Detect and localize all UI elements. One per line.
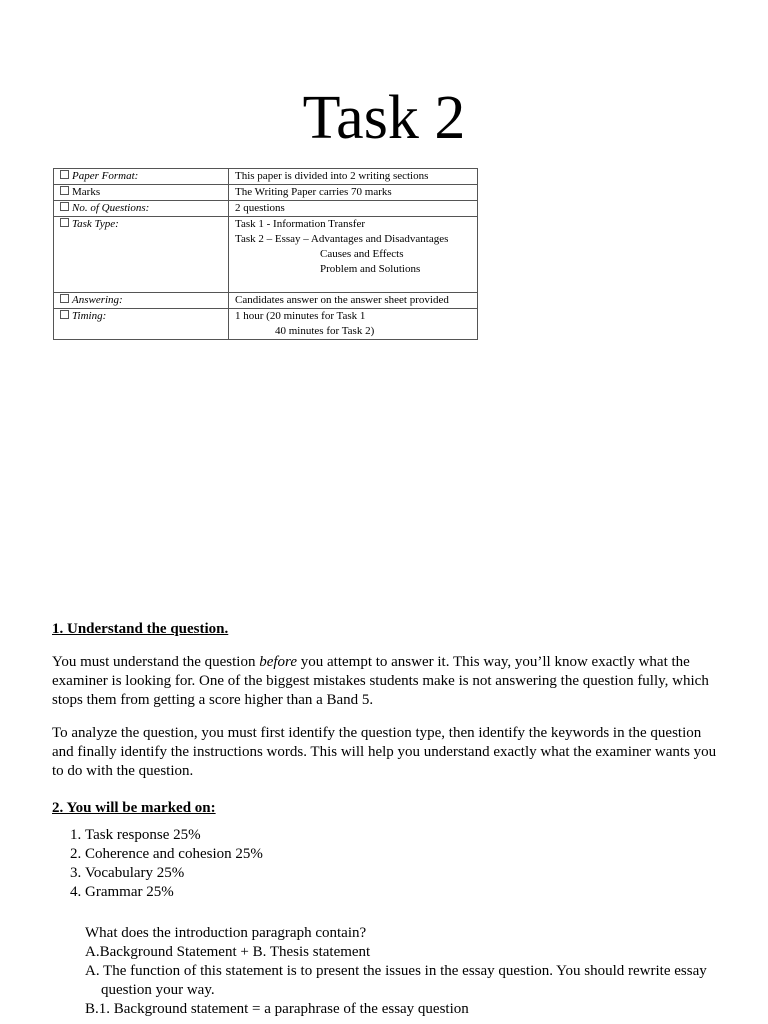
paper-format-table (53, 168, 478, 340)
row-value: The Writing Paper carries 70 marks (235, 186, 392, 198)
paragraph: You must understand the question before you attempt to answer it. This way, you’ll know exactly what the examiner is looking for. One of the biggest mistakes students make is not answering the question fully, which stops them from getting a score higher than a Band 5. (52, 654, 709, 708)
page-title: Task 2 (302, 84, 466, 152)
list-item: 2. Coherence and cohesion 25% (85, 845, 717, 864)
row-label: Paper Format: (72, 170, 139, 182)
section-marking (52, 799, 717, 1019)
row-value: Task 2 – Essay – Advantages and Disadvantages (235, 233, 449, 245)
section-understand (52, 620, 717, 781)
table-row (54, 293, 478, 309)
checkbox-icon (60, 186, 69, 195)
row-label: No. of Questions: (72, 202, 150, 214)
row-value: 1 hour (20 minutes for Task 1 (235, 310, 366, 322)
table-row (54, 169, 478, 185)
intro-question: What does the introduction paragraph contain? (85, 925, 367, 941)
row-label: Marks (72, 186, 101, 198)
table-row (54, 217, 478, 293)
row-value: Causes and Effects (320, 248, 404, 260)
section-heading: 1. Understand the question. (52, 621, 229, 637)
paragraph: To analyze the question, you must first identify the question type, then identify the keywords in the question and finally identify the instructions words. This will help you understand exactly what the examiner wants you to do with the question. (52, 725, 717, 779)
row-label: Answering: (72, 294, 123, 306)
marking-list (52, 826, 717, 902)
row-value: This paper is divided into 2 writing sections (235, 170, 429, 182)
row-value: Problem and Solutions (320, 263, 421, 275)
row-value: Task 1 - Information Transfer (235, 218, 365, 230)
checkbox-icon (60, 310, 69, 319)
list-item: 1. Task response 25% (85, 826, 717, 845)
checkbox-icon (60, 218, 69, 227)
row-value: 40 minutes for Task 2) (275, 325, 375, 337)
table-row (54, 185, 478, 201)
intro-block (52, 924, 717, 1019)
row-label: Task Type: (72, 218, 119, 230)
checkbox-icon (60, 202, 69, 211)
checkbox-icon (60, 170, 69, 179)
intro-parts: A.Background Statement + B. Thesis statement (85, 944, 371, 960)
section-heading: 2. You will be marked on: (52, 800, 216, 816)
list-item: 3. Vocabulary 25% (85, 864, 717, 883)
row-value: 2 questions (235, 202, 285, 214)
row-label: Timing: (72, 310, 107, 322)
table-row (54, 309, 478, 340)
row-value: Candidates answer on the answer sheet provided (235, 294, 449, 306)
table-row (54, 201, 478, 217)
intro-point-b1: B.1. Background statement = a paraphrase of the essay question (85, 1001, 469, 1017)
checkbox-icon (60, 294, 69, 303)
intro-point-a: A. The function of this statement is to present the issues in the essay question. You should rewrite essay question your way. (85, 963, 707, 998)
list-item: 4. Grammar 25% (85, 883, 717, 902)
